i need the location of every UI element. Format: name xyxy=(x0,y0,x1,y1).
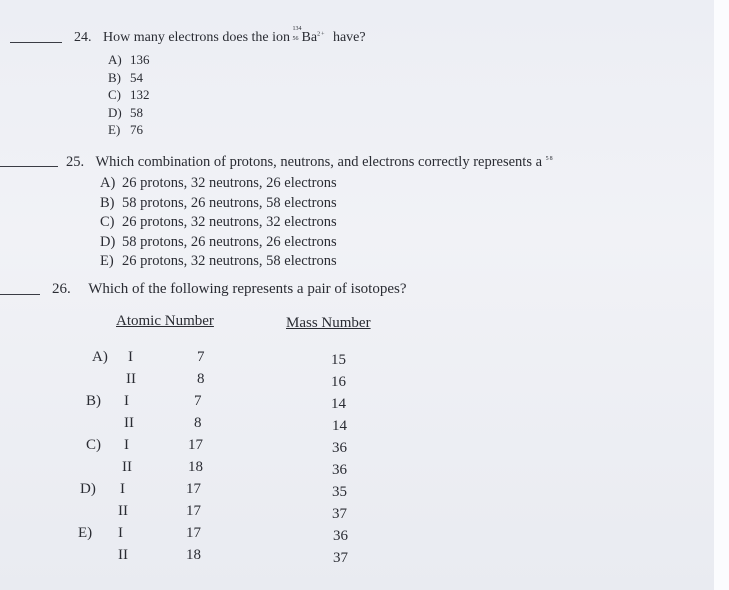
option-26-letter: E) xyxy=(78,525,93,541)
atomic-number-value: 17 xyxy=(188,437,203,453)
atomic-number-value: 18 xyxy=(188,459,203,475)
atomic-number-value: 8 xyxy=(197,371,205,387)
mass-number-value: 36 xyxy=(332,440,347,456)
ion-charge: 2+ xyxy=(317,31,326,38)
question-number: 24. xyxy=(74,30,92,45)
question-25 xyxy=(66,154,554,171)
option-24-b: B) 54 xyxy=(108,69,143,85)
option-25-a: A) 26 protons, 32 neutrons, 26 electrons xyxy=(100,175,337,191)
isotope-label: I xyxy=(118,525,123,541)
ion-symbol: Ba xyxy=(301,30,318,45)
option-26-letter: C) xyxy=(86,437,101,453)
isotope-label: I xyxy=(128,349,133,365)
mass-number-value: 37 xyxy=(333,550,348,566)
answer-blank-24 xyxy=(10,42,62,43)
question-text-end: have? xyxy=(332,30,366,45)
atomic-number-value: 7 xyxy=(197,349,205,365)
isotope-label: II xyxy=(122,459,132,475)
atomic-number-value: 7 xyxy=(194,393,202,409)
question-number: 25. xyxy=(66,154,85,170)
question-text: Which of the following represents a pair of isotopes? xyxy=(88,281,407,297)
isotope-label: I xyxy=(120,481,125,497)
ion-atomic-number: 56 xyxy=(292,36,299,42)
mass-number-value: 15 xyxy=(331,352,346,368)
atomic-number-value: 17 xyxy=(186,481,201,497)
option-24-c: C) 132 xyxy=(108,87,150,102)
option-26-letter: D) xyxy=(80,481,96,497)
mass-number-value: 16 xyxy=(331,374,346,390)
question-text: Which combination of protons, neutrons, and electrons correctly represents a xyxy=(95,154,543,170)
answer-blank-26 xyxy=(0,294,40,295)
option-24-a: A) 136 xyxy=(108,52,150,67)
option-26-letter: A) xyxy=(92,349,108,365)
question-24 xyxy=(74,26,366,46)
page-edge xyxy=(714,0,729,590)
option-25-c: C) 26 protons, 32 neutrons, 32 electrons xyxy=(100,214,337,230)
atomic-number-value: 17 xyxy=(186,525,201,541)
atomic-number-value: 17 xyxy=(186,503,201,519)
mass-number-value: 14 xyxy=(331,396,346,412)
isotope-label: II xyxy=(118,503,128,519)
question-number: 26. xyxy=(52,281,71,297)
mass-number-value: 36 xyxy=(332,462,347,478)
option-26-letter: B) xyxy=(86,393,101,409)
atomic-number-value: 8 xyxy=(194,415,202,431)
atomic-number-value: 18 xyxy=(186,547,201,563)
option-25-e: E) 26 protons, 32 neutrons, 58 electrons xyxy=(100,253,337,269)
mass-number-value: 37 xyxy=(332,506,347,522)
option-24-d: D) 58 xyxy=(108,104,143,120)
isotope-label: I xyxy=(124,437,129,453)
isotope-label: I xyxy=(124,393,129,409)
column-header-atomic-number: Atomic Number xyxy=(116,313,214,329)
question-26 xyxy=(52,281,406,298)
ion-notation xyxy=(292,26,326,46)
ion-mass-number: 134 xyxy=(292,26,302,32)
option-24-e: E) 76 xyxy=(108,122,143,137)
isotope-label: II xyxy=(126,371,136,387)
options-25 xyxy=(100,174,337,272)
mass-number-value: 35 xyxy=(332,484,347,500)
options-24 xyxy=(108,51,150,139)
question-trailing-superscript: 58 xyxy=(545,156,554,163)
mass-number-value: 14 xyxy=(332,418,347,434)
mass-number-value: 36 xyxy=(333,528,348,544)
option-25-b: B) 58 protons, 26 neutrons, 58 electrons xyxy=(100,194,337,211)
isotope-label: II xyxy=(118,547,128,563)
isotope-label: II xyxy=(124,415,134,431)
question-text: How many electrons does the ion xyxy=(103,30,291,45)
column-header-mass-number: Mass Number xyxy=(286,315,371,331)
answer-blank-25 xyxy=(0,166,58,167)
option-25-d: D) 58 protons, 26 neutrons, 26 electrons xyxy=(100,233,337,250)
